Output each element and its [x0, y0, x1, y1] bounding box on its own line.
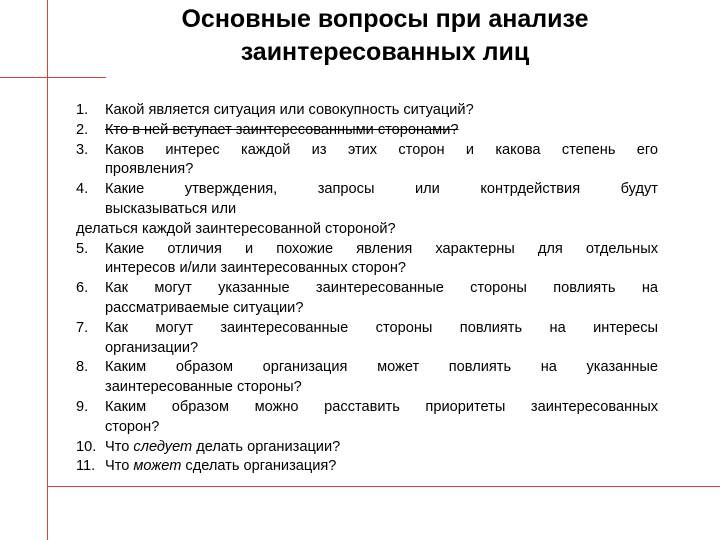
- question-list: [76, 101, 658, 477]
- item-text-emphasis: следует: [133, 438, 193, 455]
- title-line-1: Основные вопросы при анализе: [181, 5, 589, 33]
- list-item: [76, 101, 658, 121]
- item-text-line: Как могут заинтересованные стороны повлиять на интересы: [105, 319, 658, 336]
- item-text-line: заинтересованные стороны?: [105, 379, 302, 396]
- item-text-line: организации?: [105, 339, 199, 356]
- list-item: [76, 438, 658, 458]
- item-text-line: Каким образом можно расставить приоритеты заинтересованных: [105, 398, 658, 415]
- item-number: 1.: [76, 102, 89, 118]
- list-item: [76, 358, 658, 398]
- item-text-line: Какие утверждения, запросы или контрдействия будут: [105, 181, 658, 198]
- vertical-rule: [47, 0, 48, 540]
- item-number: 10.: [76, 438, 97, 455]
- item-text-line: Каков интерес каждой из этих сторон и какова степень его: [105, 141, 658, 158]
- item-text: Какой является ситуация или совокупность ситуаций?: [105, 102, 474, 118]
- title-line-2: заинтересованных лиц: [240, 38, 530, 66]
- list-item: [76, 319, 658, 359]
- item-text-emphasis: может: [133, 458, 182, 475]
- item-text-line: интересов и/или заинтересованных сторон?: [105, 260, 407, 277]
- item-text-post: делать организации?: [192, 438, 341, 455]
- list-item: [76, 240, 658, 280]
- list-item: [76, 141, 658, 181]
- list-item: [76, 398, 658, 438]
- item-number: 9.: [76, 398, 89, 415]
- list-item: [76, 279, 658, 319]
- item-text-pre: Что: [105, 438, 134, 455]
- item-text: Кто в ней вступает заинтересованными сторонами?: [105, 121, 459, 138]
- item-text-post: сделать организация?: [181, 458, 337, 475]
- bottom-rule: [47, 486, 720, 487]
- item-number: 3.: [76, 141, 89, 158]
- item-text: [105, 438, 658, 458]
- list-item: [76, 457, 658, 477]
- item-text-pre: Что: [105, 458, 134, 475]
- list-item-continuation: [76, 220, 658, 240]
- item-number: 4.: [76, 181, 89, 198]
- item-number: 2.: [76, 121, 89, 138]
- item-text-line: Как могут указанные заинтересованные стороны повлиять на: [105, 280, 658, 297]
- title-underline: [0, 77, 106, 78]
- item-text: делаться каждой заинтересованной стороной?: [76, 220, 396, 237]
- list-item: [76, 121, 658, 141]
- item-number: 5.: [76, 240, 89, 257]
- slide-title: [130, 3, 640, 69]
- item-text-line: проявления?: [105, 161, 194, 178]
- item-number: 8.: [76, 359, 89, 376]
- item-text-line: высказываться или: [105, 200, 237, 217]
- item-text-line: сторон?: [105, 418, 160, 435]
- item-text: [105, 457, 658, 477]
- list-item: [76, 180, 658, 220]
- item-number: 6.: [76, 280, 89, 297]
- item-text-line: Какие отличия и похожие явления характерны для отдельных: [105, 240, 658, 257]
- item-number: 11.: [76, 458, 96, 475]
- item-text-line: рассматриваемые ситуации?: [105, 299, 304, 316]
- item-number: 7.: [76, 319, 89, 336]
- item-text-line: Каким образом организация может повлиять на указанные: [105, 359, 658, 376]
